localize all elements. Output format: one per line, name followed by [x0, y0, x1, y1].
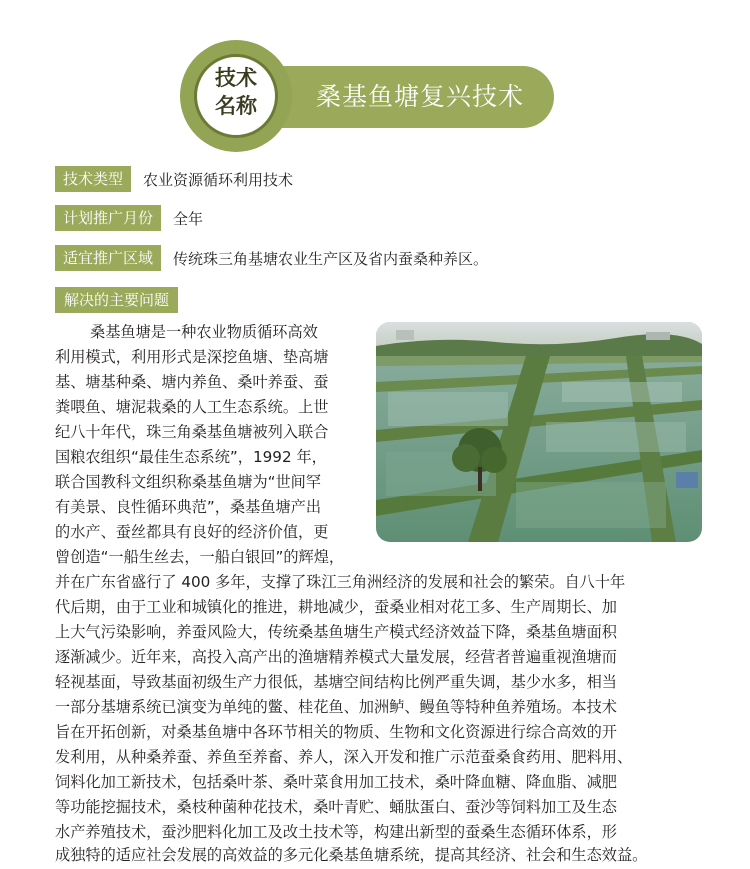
field-tech-type-label: 技术类型 — [55, 166, 131, 192]
paragraph-line-5: 纪八十年代，珠三角桑基鱼塘被列入联合 — [55, 423, 329, 441]
paragraph-line-21: 水产养殖技术，蚕沙肥料化加工及改土技术等，构建出新型的蚕桑生态循环体系，形 — [55, 823, 617, 841]
paragraph-line-22: 成独特的适应社会发展的高效益的多元化桑基鱼塘系统，提高其经济、社会和生态效益。 — [55, 846, 648, 864]
badge-label-line1: 技术 — [215, 66, 257, 90]
field-months — [55, 205, 203, 231]
paragraph-line-9: 的水产、蚕丝都具有良好的经济价值，更 — [55, 523, 329, 541]
paragraph-line-18: 发利用，从种桑养蚕、养鱼至养畜、养人，深入开发和推广示范蚕桑食药用、肥料用、 — [55, 748, 633, 766]
field-region-label: 适宜推广区域 — [55, 245, 161, 271]
paragraph-line-6: 国粮农组织“最佳生态系统”，1992 年， — [55, 448, 327, 466]
paragraph-line-13: 上大气污染影响，养蚕风险大，传统桑基鱼塘生产模式经济效益下降，桑基鱼塘面积 — [55, 623, 617, 641]
paragraph-line-15: 轻视基面，导致基面初级生产力很低，基塘空间结构比例严重失调，基少水多，相当 — [55, 673, 617, 691]
field-tech-type-value: 农业资源循环利用技术 — [143, 170, 294, 189]
field-months-label: 计划推广月份 — [55, 205, 161, 231]
badge-label — [194, 64, 278, 120]
paragraph-line-20: 等功能挖掘技术，桑枝种菌种花技术，桑叶青贮、蛹肽蛋白、蚕沙等饲料加工及生态 — [55, 798, 617, 816]
paragraph-line-3: 基、塘基种桑、塘内养鱼、桑叶养蚕、蚕 — [55, 373, 329, 391]
paragraph-line-11: 并在广东省盛行了 400 多年，支撑了珠江三角洲经济的发展和社会的繁荣。自八十年 — [55, 573, 626, 591]
paragraph-line-1: 桑基鱼塘是一种农业物质循环高效 — [90, 323, 318, 341]
field-region — [55, 245, 488, 271]
page-title: 桑基鱼塘复兴技术 — [316, 82, 525, 111]
field-region-value: 传统珠三角基塘农业生产区及省内蚕桑种养区。 — [173, 249, 489, 268]
paragraph-line-4: 粪喂鱼、塘泥栽桑的人工生态系统。上世 — [55, 398, 329, 416]
paragraph-line-14: 逐渐减少。近年来，高投入高产出的渔塘精养模式大量发展，经营者普遍重视渔塘而 — [55, 648, 617, 666]
paragraph-line-8: 有美景、良性循环典范”，桑基鱼塘产出 — [55, 498, 322, 516]
paragraph-line-19: 饲料化加工新技术，包括桑叶茶、桑叶菜食用加工技术，桑叶降血糖、降血脂、减肥 — [55, 773, 617, 791]
section-heading: 解决的主要问题 — [55, 287, 178, 313]
paragraph-line-17: 旨在开拓创新，对桑基鱼塘中各环节相关的物质、生物和文化资源进行综合高效的开 — [55, 723, 617, 741]
fishpond-aerial-photo — [376, 322, 702, 542]
paragraph-line-10: 曾创造“一船生丝去，一船白银回”的辉煌， — [55, 548, 345, 566]
paragraph-line-7: 联合国教科文组织称桑基鱼塘为“世间罕 — [55, 473, 322, 491]
field-months-value: 全年 — [173, 209, 204, 228]
paragraph-line-12: 代后期，由于工业和城镇化的推进，耕地减少，蚕桑业相对花工多、生产周期长、加 — [55, 598, 617, 616]
badge-label-line2: 名称 — [215, 94, 257, 118]
field-tech-type — [55, 166, 293, 192]
paragraph-line-16: 一部分基塘系统已演变为单纯的鳖、桂花鱼、加洲鲈、鳗鱼等特种鱼养殖场。本技术 — [55, 698, 617, 716]
paragraph-line-2: 利用模式，利用形式是深挖鱼塘、垫高塘 — [55, 348, 329, 366]
